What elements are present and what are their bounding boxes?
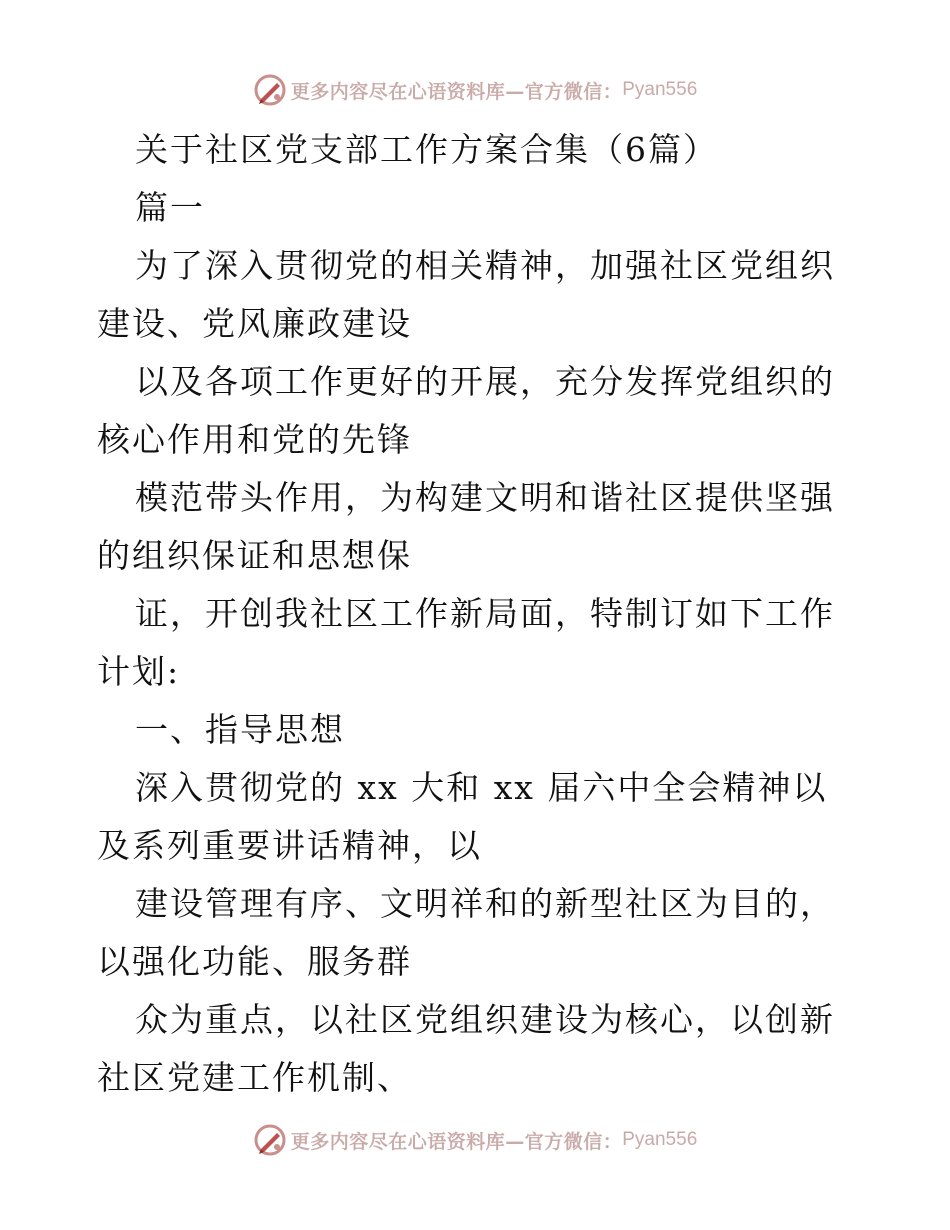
paragraph: 以及各项工作更好的开展，充分发挥党组织的核心作用和党的先锋	[97, 362, 835, 459]
pen-logo-icon	[253, 1123, 287, 1157]
document-title: 关于社区党支部工作方案合集（6篇）	[135, 130, 718, 169]
pen-logo-icon	[253, 73, 287, 107]
paragraph: 众为重点，以社区党组织建设为核心，以创新社区党建工作机制、	[97, 1000, 835, 1097]
paragraph: 模范带头作用，为构建文明和谐社区提供坚强的组织保证和思想保	[97, 478, 835, 575]
part-heading: 篇一	[135, 188, 205, 227]
watermark-text: 更多内容尽在心语资料库—官方微信：	[290, 1130, 623, 1153]
paragraph: 深入贯彻党的 xx 大和 xx 届六中全会精神以及系列重要讲话精神，以	[97, 768, 828, 865]
footer-watermark	[0, 1120, 950, 1160]
paragraph: 建设管理有序、文明祥和的新型社区为目的，以强化功能、服务群	[97, 884, 835, 981]
watermark-text: 更多内容尽在心语资料库—官方微信：	[290, 80, 623, 103]
section-heading: 一、指导思想	[135, 710, 345, 749]
watermark-account: Pyan556	[622, 1129, 698, 1150]
watermark-account: Pyan556	[622, 79, 698, 100]
header-watermark	[0, 70, 950, 110]
paragraph: 为了深入贯彻党的相关精神，加强社区党组织建设、党风廉政建设	[97, 246, 835, 343]
paragraph: 证，开创我社区工作新局面，特制订如下工作计划:	[97, 594, 835, 691]
document-body	[97, 121, 857, 1107]
